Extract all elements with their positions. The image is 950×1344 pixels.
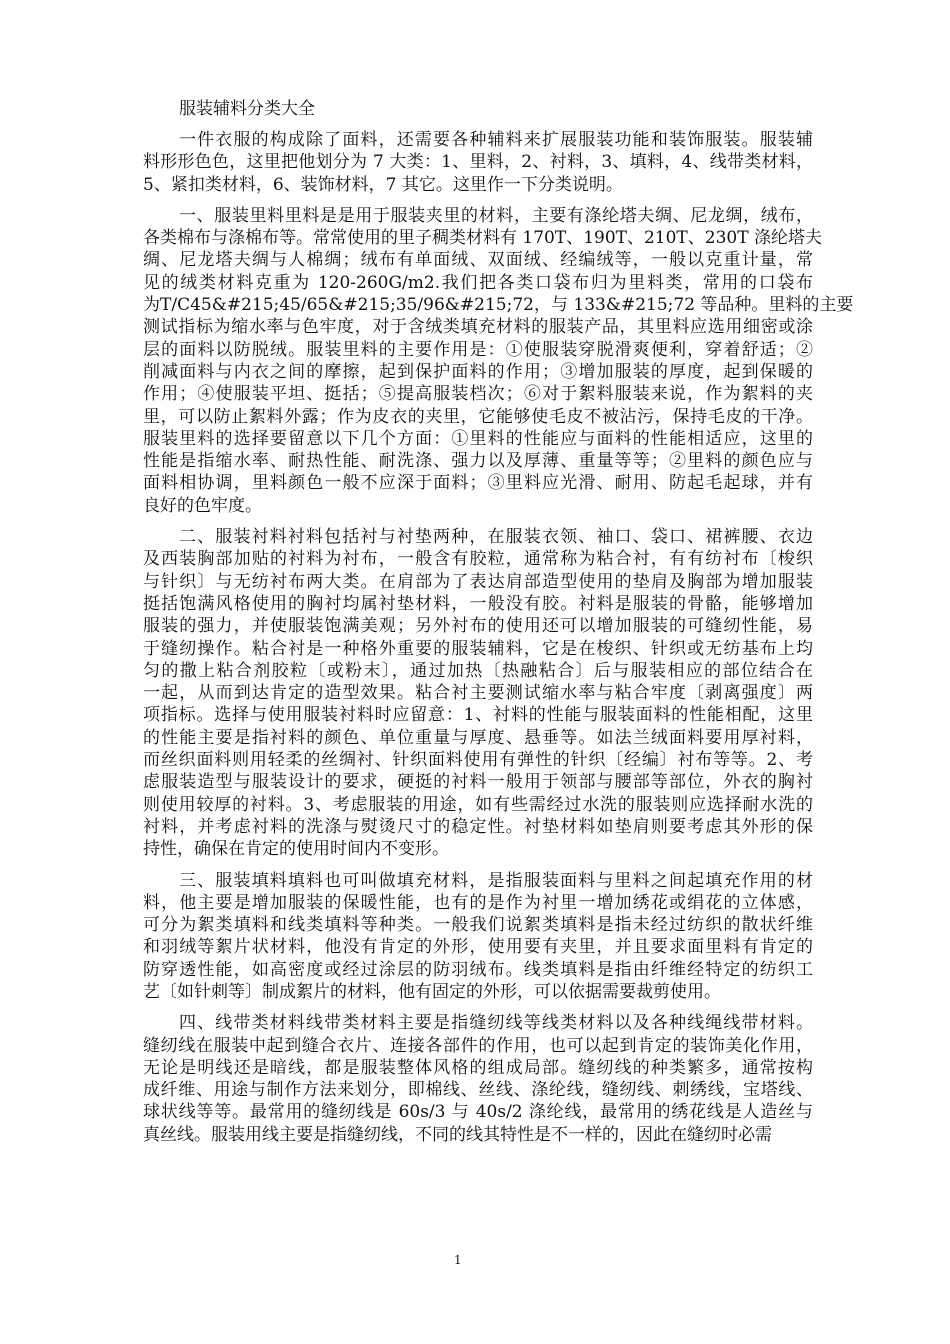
text-line: 良好的色牢度。 bbox=[143, 495, 262, 516]
paragraph bbox=[143, 870, 813, 1004]
text-line: 的性能主要是指衬料的颜色、单位重量与厚度、悬垂等。如法兰绒面料要用厚衬料， bbox=[143, 727, 813, 748]
text-line: 四、线带类材料线带类材料主要是指缝纫线等线类材料以及各种线绳线带材料。 bbox=[179, 1013, 813, 1034]
text-line: 见的绒类材料克重为 120-260G/m2.我们把各类口袋布归为里料类，常用的口袋布 bbox=[143, 272, 813, 293]
text-line: 艺〔如针刺等〕制成絮片的材料，他有固定的外形，可以依据需要裁剪使用。 bbox=[143, 981, 721, 1002]
text-line: 为T/C45&#215;45/65&#215;35/96&#215;72，与 133&#215;72 等品种。里料的主要 bbox=[143, 295, 854, 316]
paragraph bbox=[143, 205, 854, 517]
text-line: 料，他主要是增加服装的保暖性能，也有的是作为衬里一增加绣花或绢花的立体感， bbox=[143, 892, 813, 913]
text-line: 绸、尼龙塔夫绸与人棉绸；绒布有单面绒、双面绒、经编绒等，一般以克重计量，常 bbox=[143, 250, 813, 271]
text-line: 里，可以防止絮料外露；作为皮衣的夹里，它能够使毛皮不被沾污，保持毛皮的干净。 bbox=[143, 406, 813, 427]
text-line: 层的面料以防脱绒。服装里料的主要作用是：①使服装穿脱滑爽便利，穿着舒适；② bbox=[143, 339, 813, 360]
text-line: 缝纫线在服装中起到缝合衣片、连接各部件的作用，也可以起到肯定的装饰美化作用， bbox=[143, 1035, 813, 1056]
text-line: 各类棉布与涤棉布等。常常使用的里子稠类材料有 170T、190T、210T、230T 涤纶塔夫 bbox=[143, 228, 822, 249]
text-line: 服装里料的选择要留意以下几个方面：①里料的性能应与面料的性能相适应，这里的 bbox=[143, 428, 813, 449]
text-line: 球状线等等。最常用的缝纫线是 60s/3 与 40s/2 涤纶线，最常用的绣花线是人造丝与 bbox=[143, 1102, 813, 1123]
text-line: 于缝纫操作。粘合衬是一种格外重要的服装辅料，它是在梭织、针织或无纺基布上均 bbox=[143, 638, 813, 659]
text-line: 5、紧扣类材料，6、装饰材料，7 其它。这里作一下分类说明。 bbox=[143, 174, 623, 195]
text-line: 成纤维、用途与制作方法来划分，即棉线、丝线、涤纶线，缝纫线、刺绣线，宝塔线、 bbox=[143, 1080, 813, 1101]
paragraph bbox=[143, 129, 813, 196]
text-line: 削减面料与内衣之间的摩擦，起到保护面料的作用；③增加服装的厚度，起到保暖的 bbox=[143, 361, 813, 382]
paragraph bbox=[143, 1012, 813, 1146]
text-line: 真丝线。服装用线主要是指缝纫线，不同的线其特性是不一样的，因此在缝纫时必需 bbox=[143, 1124, 772, 1145]
text-line: 则使用较厚的衬料。3、考虑服装的用途，如有些需经过水洗的服装则应选择耐水洗的 bbox=[143, 794, 813, 815]
text-line: 作用；④使服装平坦、挺括；⑤提高服装档次；⑥对于絮料服装来说，作为絮料的夹 bbox=[143, 384, 813, 405]
text-line: 与针织〕与无纺衬布两大类。在肩部为了表达肩部造型使用的垫肩及胸部为增加服装 bbox=[143, 571, 813, 592]
text-line: 持性，确保在肯定的使用时间内不变形。 bbox=[143, 839, 449, 860]
text-line: 无论是明线还是暗线，都是服装整体风格的组成局部。缝纫线的种类繁多，通常按构 bbox=[143, 1057, 813, 1078]
text-line: 和羽绒等絮片状材料，他没有肯定的外形，使用要有夹里，并且要求面里料有肯定的 bbox=[143, 937, 813, 958]
text-line: 面料相协调，里料颜色一般不应深于面料；③里料应光滑、耐用、防起毛起球，并有 bbox=[143, 473, 813, 494]
text-line: 料形形色色，这里把他划分为 7 大类：1、里料，2、衬料，3、填料，4、线带类材料， bbox=[143, 152, 813, 173]
document-title: 服装辅料分类大全 bbox=[179, 99, 315, 119]
text-line: 二、服装衬料衬料包括衬与衬垫两种，在服装衣领、袖口、袋口、裙裤腰、衣边 bbox=[179, 527, 813, 548]
text-line: 而丝织面料则用轻柔的丝绸衬、针织面料使用有弹性的针织〔经编〕衬布等等。2、考 bbox=[143, 750, 813, 771]
text-line: 一件衣服的构成除了面料，还需要各种辅料来扩展服装功能和装饰服装。服装辅 bbox=[179, 130, 813, 150]
text-line: 可分为絮类填料和线类填料等种类。一般我们说絮类填料是指未经过纺织的散状纤维 bbox=[143, 915, 813, 936]
text-line: 项指标。选择与使用服装衬料时应留意：1、衬料的性能与服装面料的性能相配，这里 bbox=[143, 705, 813, 726]
paragraphs bbox=[143, 129, 854, 1146]
text-line: 匀的撒上粘合剂胶粒〔或粉末〕，通过加热〔热融粘合〕后与服装相应的部位结合在 bbox=[143, 660, 813, 681]
text-line: 测试指标为缩水率与色牢度，对于含绒类填充材料的服装产品，其里料应选用细密或涂 bbox=[143, 317, 813, 338]
text-line: 服装的强力，并使服装饱满美观；另外衬布的使用还可以增加服装的可缝纫性能，易 bbox=[143, 616, 813, 637]
text-line: 性能是指缩水率、耐热性能、耐洗涤、强力以及厚薄、重量等等；②里料的颜色应与 bbox=[143, 451, 813, 472]
text-line: 虑服装造型与服装设计的要求，硬挺的衬料一般用于领部与腰部等部位，外衣的胸衬 bbox=[143, 772, 813, 793]
text-line: 一、服装里料里料是是用于服装夹里的材料，主要有涤纶塔夫绸、尼龙绸，绒布， bbox=[179, 205, 813, 226]
page-number: 1 bbox=[454, 1253, 462, 1267]
document-body bbox=[143, 98, 854, 1155]
paragraph bbox=[143, 526, 813, 860]
text-line: 衬料，并考虑衬料的洗涤与熨烫尺寸的稳定性。衬垫材料如垫肩则要考虑其外形的保 bbox=[143, 816, 813, 837]
text-line: 挺括饱满风格使用的胸衬均属衬垫材料，一般没有胶。衬料是服装的骨骼，能够增加 bbox=[143, 593, 813, 614]
text-line: 三、服装填料填料也可叫做填充材料，是指服装面料与里料之间起填充作用的材 bbox=[179, 870, 813, 891]
text-line: 防穿透性能，如高密度或经过涂层的防羽绒布。线类填料是指由纤维经特定的纺织工 bbox=[143, 959, 813, 980]
text-line: 及西装胸部加贴的衬料为衬布，一般含有胶粒，通常称为粘合衬，有有纺衬布〔梭织 bbox=[143, 549, 813, 570]
text-line: 一起，从而到达肯定的造型效果。粘合衬主要测试缩水率与粘合牢度〔剥离强度〕两 bbox=[143, 683, 813, 704]
